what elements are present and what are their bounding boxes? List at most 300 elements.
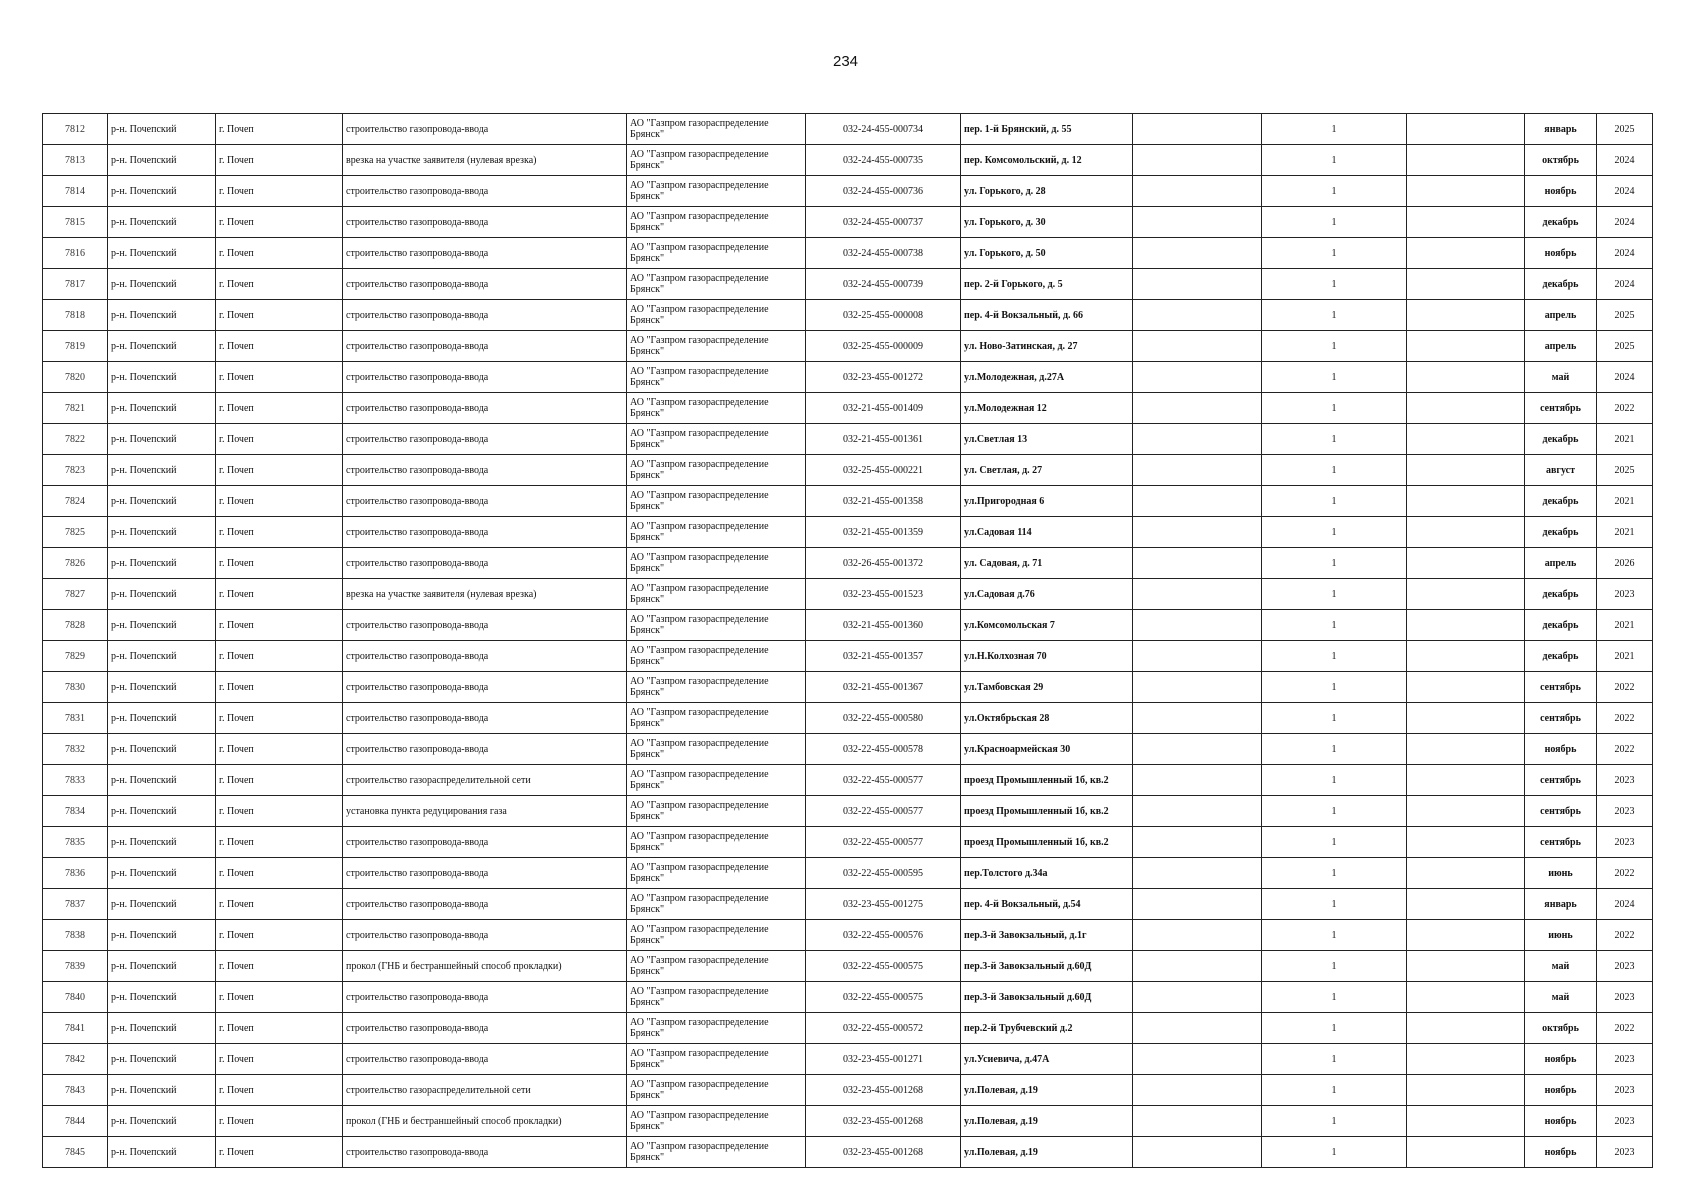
table-row (43, 951, 1653, 982)
cell-request-code: 032-24-455-000735 (806, 145, 961, 176)
cell-request-code: 032-23-455-001268 (806, 1075, 961, 1106)
cell-work-type: строительство газопровода-ввода (343, 1013, 627, 1044)
cell-month: апрель (1525, 300, 1597, 331)
cell-month: декабрь (1525, 207, 1597, 238)
cell-request-code: 032-21-455-001357 (806, 641, 961, 672)
cell-row-number: 7818 (43, 300, 108, 331)
cell-empty (1407, 424, 1525, 455)
cell-address: ул.Пригородная 6 (961, 486, 1133, 517)
cell-address: пер. 4-й Вокзальный, д.54 (961, 889, 1133, 920)
cell-quantity: 1 (1262, 424, 1407, 455)
operator-line-1: АО "Газпром газораспределение (630, 521, 769, 532)
cell-quantity: 1 (1262, 982, 1407, 1013)
cell-month: сентябрь (1525, 703, 1597, 734)
cell-empty (1133, 1013, 1262, 1044)
cell-year: 2024 (1597, 145, 1653, 176)
cell-empty (1407, 579, 1525, 610)
cell-quantity: 1 (1262, 827, 1407, 858)
cell-quantity: 1 (1262, 176, 1407, 207)
cell-address: пер. 2-й Горького, д. 5 (961, 269, 1133, 300)
cell-city: г. Почеп (216, 703, 343, 734)
table-row (43, 827, 1653, 858)
cell-district: р-н. Почепский (108, 1075, 216, 1106)
table-row (43, 641, 1653, 672)
operator-line-1: АО "Газпром газораспределение (630, 118, 769, 129)
operator-line-1: АО "Газпром газораспределение (630, 738, 769, 749)
cell-row-number: 7825 (43, 517, 108, 548)
operator-line-2: Брянск" (630, 687, 665, 698)
cell-empty (1407, 889, 1525, 920)
operator-line-2: Брянск" (630, 408, 665, 419)
cell-request-code: 032-25-455-000221 (806, 455, 961, 486)
operator-line-1: АО "Газпром газораспределение (630, 831, 769, 842)
cell-month: июнь (1525, 920, 1597, 951)
table-row (43, 362, 1653, 393)
cell-year: 2023 (1597, 1075, 1653, 1106)
cell-operator (627, 207, 806, 238)
cell-row-number: 7836 (43, 858, 108, 889)
cell-empty (1133, 424, 1262, 455)
registry-table (42, 113, 1653, 1168)
cell-empty (1133, 703, 1262, 734)
cell-quantity: 1 (1262, 920, 1407, 951)
operator-line-1: АО "Газпром газораспределение (630, 1110, 769, 1121)
cell-request-code: 032-25-455-000008 (806, 300, 961, 331)
cell-city: г. Почеп (216, 951, 343, 982)
cell-address: пер.Толстого д.34а (961, 858, 1133, 889)
cell-empty (1133, 796, 1262, 827)
cell-district: р-н. Почепский (108, 579, 216, 610)
cell-row-number: 7821 (43, 393, 108, 424)
cell-month: декабрь (1525, 517, 1597, 548)
cell-work-type: строительство газопровода-ввода (343, 176, 627, 207)
cell-request-code: 032-23-455-001272 (806, 362, 961, 393)
operator-line-1: АО "Газпром газораспределение (630, 986, 769, 997)
cell-request-code: 032-22-455-000578 (806, 734, 961, 765)
cell-month: сентябрь (1525, 827, 1597, 858)
cell-row-number: 7842 (43, 1044, 108, 1075)
operator-line-2: Брянск" (630, 780, 665, 791)
cell-district: р-н. Почепский (108, 641, 216, 672)
cell-address: пер.3-й Завокзальный д.60Д (961, 982, 1133, 1013)
cell-empty (1133, 238, 1262, 269)
cell-empty (1407, 455, 1525, 486)
cell-row-number: 7835 (43, 827, 108, 858)
cell-operator (627, 114, 806, 145)
cell-address: ул. Светлая, д. 27 (961, 455, 1133, 486)
cell-empty (1407, 703, 1525, 734)
cell-empty (1133, 951, 1262, 982)
cell-request-code: 032-22-455-000575 (806, 951, 961, 982)
table-row (43, 238, 1653, 269)
cell-work-type: строительство газопровода-ввода (343, 517, 627, 548)
cell-empty (1407, 610, 1525, 641)
cell-empty (1133, 734, 1262, 765)
cell-empty (1133, 920, 1262, 951)
cell-empty (1133, 1044, 1262, 1075)
table-row (43, 889, 1653, 920)
cell-row-number: 7843 (43, 1075, 108, 1106)
cell-row-number: 7834 (43, 796, 108, 827)
cell-row-number: 7824 (43, 486, 108, 517)
operator-line-2: Брянск" (630, 439, 665, 450)
cell-address: ул. Горького, д. 28 (961, 176, 1133, 207)
cell-operator (627, 703, 806, 734)
cell-year: 2023 (1597, 1137, 1653, 1168)
cell-row-number: 7832 (43, 734, 108, 765)
cell-city: г. Почеп (216, 238, 343, 269)
operator-line-2: Брянск" (630, 1121, 665, 1132)
cell-city: г. Почеп (216, 858, 343, 889)
cell-operator (627, 486, 806, 517)
cell-request-code: 032-24-455-000734 (806, 114, 961, 145)
cell-empty (1407, 982, 1525, 1013)
cell-month: январь (1525, 889, 1597, 920)
cell-address: ул. Садовая, д. 71 (961, 548, 1133, 579)
cell-year: 2024 (1597, 176, 1653, 207)
cell-request-code: 032-21-455-001360 (806, 610, 961, 641)
table-row (43, 548, 1653, 579)
cell-quantity: 1 (1262, 672, 1407, 703)
operator-line-1: АО "Газпром газораспределение (630, 1017, 769, 1028)
operator-line-1: АО "Газпром газораспределение (630, 180, 769, 191)
operator-line-2: Брянск" (630, 1152, 665, 1163)
cell-empty (1407, 1044, 1525, 1075)
cell-empty (1407, 858, 1525, 889)
cell-work-type: прокол (ГНБ и бестраншейный способ прокладки) (343, 1106, 627, 1137)
table-row (43, 610, 1653, 641)
cell-district: р-н. Почепский (108, 393, 216, 424)
cell-city: г. Почеп (216, 455, 343, 486)
cell-row-number: 7822 (43, 424, 108, 455)
cell-year: 2024 (1597, 238, 1653, 269)
cell-row-number: 7823 (43, 455, 108, 486)
cell-empty (1133, 1137, 1262, 1168)
cell-empty (1133, 362, 1262, 393)
cell-request-code: 032-24-455-000736 (806, 176, 961, 207)
operator-line-1: АО "Газпром газораспределение (630, 397, 769, 408)
cell-address: ул.Октябрьская 28 (961, 703, 1133, 734)
cell-empty (1133, 269, 1262, 300)
operator-line-1: АО "Газпром газораспределение (630, 614, 769, 625)
table-row (43, 672, 1653, 703)
cell-address: пер.3-й Завокзальный д.60Д (961, 951, 1133, 982)
cell-work-type: строительство газопровода-ввода (343, 982, 627, 1013)
cell-empty (1133, 517, 1262, 548)
operator-line-2: Брянск" (630, 129, 665, 140)
cell-work-type: строительство газопровода-ввода (343, 300, 627, 331)
cell-request-code: 032-21-455-001361 (806, 424, 961, 455)
operator-line-2: Брянск" (630, 811, 665, 822)
cell-year: 2021 (1597, 610, 1653, 641)
cell-operator (627, 176, 806, 207)
cell-month: сентябрь (1525, 672, 1597, 703)
cell-empty (1133, 176, 1262, 207)
cell-district: р-н. Почепский (108, 548, 216, 579)
cell-request-code: 032-26-455-001372 (806, 548, 961, 579)
cell-empty (1133, 455, 1262, 486)
cell-operator (627, 827, 806, 858)
cell-address: пер.3-й Завокзальный, д.1г (961, 920, 1133, 951)
cell-year: 2022 (1597, 734, 1653, 765)
cell-quantity: 1 (1262, 703, 1407, 734)
operator-line-1: АО "Газпром газораспределение (630, 1048, 769, 1059)
operator-line-2: Брянск" (630, 501, 665, 512)
cell-row-number: 7833 (43, 765, 108, 796)
table-row (43, 982, 1653, 1013)
cell-empty (1133, 548, 1262, 579)
cell-request-code: 032-21-455-001359 (806, 517, 961, 548)
table-row (43, 796, 1653, 827)
table-row (43, 920, 1653, 951)
cell-district: р-н. Почепский (108, 300, 216, 331)
table-row (43, 703, 1653, 734)
cell-month: ноябрь (1525, 1075, 1597, 1106)
cell-work-type: строительство газопровода-ввода (343, 486, 627, 517)
cell-operator (627, 145, 806, 176)
cell-work-type: установка пункта редуцирования газа (343, 796, 627, 827)
cell-address: ул. Горького, д. 50 (961, 238, 1133, 269)
cell-district: р-н. Почепский (108, 455, 216, 486)
operator-line-1: АО "Газпром газораспределение (630, 490, 769, 501)
operator-line-1: АО "Газпром газораспределение (630, 149, 769, 160)
table-row (43, 455, 1653, 486)
cell-row-number: 7814 (43, 176, 108, 207)
cell-operator (627, 362, 806, 393)
cell-city: г. Почеп (216, 796, 343, 827)
cell-empty (1133, 765, 1262, 796)
cell-month: сентябрь (1525, 796, 1597, 827)
cell-quantity: 1 (1262, 455, 1407, 486)
operator-line-2: Брянск" (630, 997, 665, 1008)
cell-empty (1133, 858, 1262, 889)
cell-district: р-н. Почепский (108, 238, 216, 269)
operator-line-1: АО "Газпром газораспределение (630, 335, 769, 346)
cell-year: 2023 (1597, 1044, 1653, 1075)
cell-quantity: 1 (1262, 1106, 1407, 1137)
cell-empty (1407, 362, 1525, 393)
cell-year: 2025 (1597, 114, 1653, 145)
cell-year: 2024 (1597, 207, 1653, 238)
operator-line-1: АО "Газпром газораспределение (630, 676, 769, 687)
cell-city: г. Почеп (216, 1075, 343, 1106)
cell-district: р-н. Почепский (108, 920, 216, 951)
cell-city: г. Почеп (216, 1044, 343, 1075)
operator-line-2: Брянск" (630, 873, 665, 884)
operator-line-2: Брянск" (630, 160, 665, 171)
cell-city: г. Почеп (216, 331, 343, 362)
cell-city: г. Почеп (216, 672, 343, 703)
cell-empty (1133, 207, 1262, 238)
cell-empty (1407, 1075, 1525, 1106)
cell-city: г. Почеп (216, 393, 343, 424)
cell-district: р-н. Почепский (108, 765, 216, 796)
cell-month: декабрь (1525, 424, 1597, 455)
cell-city: г. Почеп (216, 145, 343, 176)
cell-row-number: 7826 (43, 548, 108, 579)
cell-month: январь (1525, 114, 1597, 145)
cell-address: проезд Промышленный 1б, кв.2 (961, 765, 1133, 796)
cell-city: г. Почеп (216, 889, 343, 920)
cell-district: р-н. Почепский (108, 1137, 216, 1168)
cell-quantity: 1 (1262, 517, 1407, 548)
cell-city: г. Почеп (216, 486, 343, 517)
cell-address: ул.Полевая, д.19 (961, 1075, 1133, 1106)
cell-work-type: строительство газораспределительной сети (343, 765, 627, 796)
table-row (43, 176, 1653, 207)
cell-work-type: строительство газопровода-ввода (343, 827, 627, 858)
table-row (43, 1013, 1653, 1044)
cell-quantity: 1 (1262, 362, 1407, 393)
cell-empty (1133, 145, 1262, 176)
cell-city: г. Почеп (216, 920, 343, 951)
cell-quantity: 1 (1262, 641, 1407, 672)
cell-district: р-н. Почепский (108, 362, 216, 393)
operator-line-2: Брянск" (630, 1090, 665, 1101)
cell-month: ноябрь (1525, 1137, 1597, 1168)
operator-line-2: Брянск" (630, 470, 665, 481)
cell-month: май (1525, 951, 1597, 982)
cell-request-code: 032-22-455-000577 (806, 827, 961, 858)
operator-line-1: АО "Газпром газораспределение (630, 273, 769, 284)
cell-empty (1407, 641, 1525, 672)
cell-row-number: 7840 (43, 982, 108, 1013)
cell-year: 2023 (1597, 579, 1653, 610)
cell-year: 2022 (1597, 393, 1653, 424)
table-row (43, 517, 1653, 548)
cell-empty (1133, 1106, 1262, 1137)
cell-quantity: 1 (1262, 269, 1407, 300)
operator-line-1: АО "Газпром газораспределение (630, 211, 769, 222)
cell-month: апрель (1525, 331, 1597, 362)
cell-quantity: 1 (1262, 1013, 1407, 1044)
cell-city: г. Почеп (216, 424, 343, 455)
cell-operator (627, 610, 806, 641)
cell-operator (627, 548, 806, 579)
cell-city: г. Почеп (216, 641, 343, 672)
operator-line-2: Брянск" (630, 749, 665, 760)
cell-empty (1407, 114, 1525, 145)
cell-year: 2021 (1597, 486, 1653, 517)
cell-empty (1407, 672, 1525, 703)
cell-year: 2023 (1597, 1106, 1653, 1137)
cell-city: г. Почеп (216, 734, 343, 765)
cell-empty (1407, 827, 1525, 858)
cell-work-type: строительство газопровода-ввода (343, 362, 627, 393)
cell-month: ноябрь (1525, 1106, 1597, 1137)
cell-work-type: врезка на участке заявителя (нулевая врезка) (343, 145, 627, 176)
cell-district: р-н. Почепский (108, 1106, 216, 1137)
cell-month: июнь (1525, 858, 1597, 889)
cell-city: г. Почеп (216, 1106, 343, 1137)
cell-year: 2025 (1597, 300, 1653, 331)
cell-address: ул.Садовая 114 (961, 517, 1133, 548)
cell-quantity: 1 (1262, 858, 1407, 889)
cell-year: 2023 (1597, 982, 1653, 1013)
cell-request-code: 032-21-455-001358 (806, 486, 961, 517)
cell-address: ул.Комсомольская 7 (961, 610, 1133, 641)
cell-row-number: 7841 (43, 1013, 108, 1044)
cell-operator (627, 641, 806, 672)
cell-quantity: 1 (1262, 300, 1407, 331)
cell-address: ул.Тамбовская 29 (961, 672, 1133, 703)
operator-line-2: Брянск" (630, 966, 665, 977)
operator-line-2: Брянск" (630, 904, 665, 915)
cell-month: ноябрь (1525, 1044, 1597, 1075)
cell-row-number: 7829 (43, 641, 108, 672)
operator-line-2: Брянск" (630, 253, 665, 264)
operator-line-1: АО "Газпром газораспределение (630, 304, 769, 315)
cell-city: г. Почеп (216, 982, 343, 1013)
cell-month: декабрь (1525, 641, 1597, 672)
cell-empty (1133, 300, 1262, 331)
cell-operator (627, 1013, 806, 1044)
cell-empty (1133, 672, 1262, 703)
cell-row-number: 7819 (43, 331, 108, 362)
cell-quantity: 1 (1262, 610, 1407, 641)
cell-empty (1133, 486, 1262, 517)
cell-empty (1407, 238, 1525, 269)
cell-district: р-н. Почепский (108, 672, 216, 703)
cell-work-type: строительство газопровода-ввода (343, 610, 627, 641)
cell-empty (1407, 1137, 1525, 1168)
cell-operator (627, 1044, 806, 1075)
cell-operator (627, 672, 806, 703)
cell-empty (1407, 176, 1525, 207)
cell-request-code: 032-25-455-000009 (806, 331, 961, 362)
cell-quantity: 1 (1262, 796, 1407, 827)
cell-city: г. Почеп (216, 548, 343, 579)
cell-operator (627, 424, 806, 455)
cell-month: ноябрь (1525, 176, 1597, 207)
table-row (43, 145, 1653, 176)
cell-empty (1407, 517, 1525, 548)
cell-work-type: строительство газопровода-ввода (343, 858, 627, 889)
cell-month: ноябрь (1525, 238, 1597, 269)
cell-address: ул.Полевая, д.19 (961, 1106, 1133, 1137)
cell-work-type: строительство газораспределительной сети (343, 1075, 627, 1106)
cell-district: р-н. Почепский (108, 951, 216, 982)
table-row (43, 393, 1653, 424)
operator-line-1: АО "Газпром газораспределение (630, 893, 769, 904)
cell-empty (1133, 114, 1262, 145)
cell-request-code: 032-23-455-001523 (806, 579, 961, 610)
cell-row-number: 7817 (43, 269, 108, 300)
cell-year: 2022 (1597, 858, 1653, 889)
cell-address: пер. Комсомольский, д. 12 (961, 145, 1133, 176)
table-row (43, 269, 1653, 300)
cell-month: апрель (1525, 548, 1597, 579)
cell-request-code: 032-22-455-000577 (806, 765, 961, 796)
cell-empty (1133, 827, 1262, 858)
cell-district: р-н. Почепский (108, 145, 216, 176)
cell-district: р-н. Почепский (108, 176, 216, 207)
cell-request-code: 032-23-455-001268 (806, 1137, 961, 1168)
cell-empty (1133, 331, 1262, 362)
cell-quantity: 1 (1262, 1137, 1407, 1168)
cell-quantity: 1 (1262, 889, 1407, 920)
cell-work-type: строительство газопровода-ввода (343, 641, 627, 672)
cell-row-number: 7815 (43, 207, 108, 238)
operator-line-1: АО "Газпром газораспределение (630, 242, 769, 253)
operator-line-2: Брянск" (630, 1059, 665, 1070)
cell-request-code: 032-21-455-001367 (806, 672, 961, 703)
cell-city: г. Почеп (216, 269, 343, 300)
cell-work-type: строительство газопровода-ввода (343, 207, 627, 238)
table-row (43, 858, 1653, 889)
cell-empty (1133, 641, 1262, 672)
cell-month: сентябрь (1525, 765, 1597, 796)
